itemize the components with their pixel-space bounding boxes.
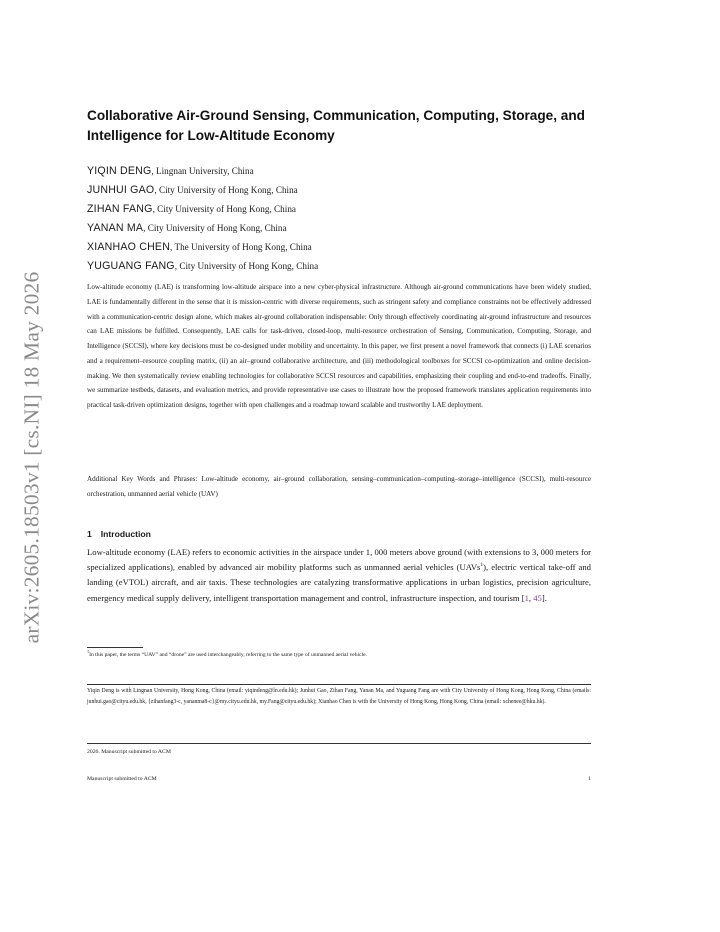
author-affiliation: , City University of Hong Kong, China [143,223,287,233]
footnote-text: In this paper, the terms “UAV” and “drone” are used interchangeably, referring to the same type of unmanned aerial vehicle. [89,652,368,658]
author-entry [87,255,597,274]
author-entry [87,179,597,198]
abstract: Low-altitude economy (LAE) is transforming low-altitude airspace into a new cyber-physical infrastructure. Although air-ground communications have been widely studied, LAE is fundamentally different in the sense that it is mission-centric with diverse requirements, such as stringent safety and compliance constraints not be effectively addressed with a communication-centric design alone, which makes air-ground collaboration indispensable: Only through effectively coordinating air-ground infrastructure and resources can LAE missions be fulfilled. Consequently, LAE calls for task-driven, closed-loop, multi-resource orchestration of Sensing, Communication, Computing, Storage, and Intelligence (SCCSI), where key decisions must be co-designed under mobility and uncertainty. In this paper, we first present a novel framework that connects (i) LAE scenarios and a requirement–resource coupling matrix, (ii) an air–ground collaborative architecture, and (iii) methodological toolboxes for SCCSI co-optimization and online decision-making. We then systematically review enabling technologies for collaborative SCCSI resources and capabilities, emphasizing their coupling and end-to-end tradeoffs. Finally, we summarize testbeds, datasets, and evaluation metrics, and provide representative use cases to illustrate how the proposed framework translates application requirements into practical task-driven optimization designs, together with open challenges and a roadmap toward scalable and trustworthy LAE deployment. [87,283,591,409]
page-number: 1 [588,776,591,782]
keywords: Additional Key Words and Phrases: Low-altitude economy, air–ground collaboration, sensing–communication–computing–storage–intelligence (SCCSI), multi-resource orchestration, unmanned aerial vehicle (UAV) [87,475,591,498]
author-affiliation: , City University of Hong Kong, China [152,204,296,214]
page-footer [87,774,591,784]
footnote [87,651,591,660]
footnote-number: 1 [87,649,90,655]
author-affiliation: , City University of Hong Kong, China [154,185,298,195]
divider [87,684,591,685]
citation-link[interactable]: 1 [524,592,529,603]
author-entry [87,160,597,179]
arxiv-watermark [14,268,50,646]
author-affiliation: , The University of Hong Kong, China [170,242,312,252]
paper-title: Collaborative Air-Ground Sensing, Communication, Computing, Storage, and Intelligence for Low-Altitude Economy [87,108,585,143]
author-name: YIQIN DENG [87,165,152,177]
author-name: XIANHAO CHEN [87,241,171,253]
author-entry [87,236,597,255]
author-entry [87,217,597,236]
footer-left: Manuscript submitted to ACM [87,776,157,782]
author-entry [87,198,597,217]
citation-separator: , [528,592,534,603]
section-heading-introduction [87,529,151,539]
intro-text: ]. [541,592,547,603]
author-affiliation: , Lingnan University, China [151,166,254,176]
section-number: 1 [87,529,92,539]
footnote-divider [87,647,143,648]
author-name: YUGUANG FANG [87,260,175,272]
footnote-mark[interactable]: 1 [480,562,484,569]
author-list [87,160,597,274]
author-name: ZIHAN FANG [87,203,153,215]
author-name: JUNHUI GAO [87,184,155,196]
author-affiliation: , City University of Hong Kong, China [174,261,319,271]
manuscript-note: 2026. Manuscript submitted to ACM [87,749,171,755]
arxiv-id: arXiv:2605.18503v1 [cs.NI] 18 May 2026 [19,271,44,643]
author-note: Yiqin Deng is with Lingnan University, Hong Kong, China (email: yiqindeng@ln.edu.hk); Junhui Gao, Zihan Fang, Yanan Ma, and Yuguang Fang are with City University of Hong Kong, Hong Kong, China (emails: junhui.gao@cityu.edu.hk, {zihanfang3-c, yananma8-c}@my.cityu.edu.hk, my.Fang@cityu.edu.hk); Xianhao Chen is with the University of Hong Kong, Hong Kong, China (email: xchenee@hku.hk). [87,688,591,705]
divider [87,743,591,744]
citation-link[interactable]: 45 [533,592,542,603]
section-title: Introduction [100,529,151,539]
intro-paragraph [87,545,591,606]
intro-text: Low-altitude economy (LAE) refers to economic activities in the airspace under 1, 000 meters above ground (with extensions to 3, 000 meters for specialized applications), enabled by advanced air mobility platforms such as unmanned aerial vehicles (UAVs [87,547,591,573]
intro-text: ), electric vertical take-off and landing (eVTOL) aircraft, and air taxis. These technologies are catalyzing transformative applications in urban logistics, precision agriculture, emergency medical supply delivery, intelligent transportation management and control, infrastructure inspection, and tourism [ [87,562,591,603]
author-name: YANAN MA [87,222,144,234]
